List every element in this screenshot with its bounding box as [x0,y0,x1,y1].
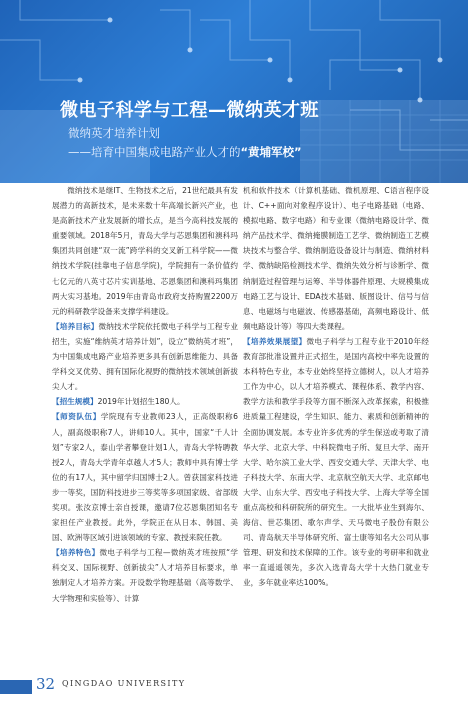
header-banner [0,0,468,183]
goal-paragraph [52,319,238,394]
enroll-tag: 【招生规模】 [52,397,98,407]
page-number: 32 [36,675,56,693]
subtitle-tagline [68,144,302,160]
goal-text: 微纳技术学院依托微电子科学与工程专业招生，实施“维纳英才培养计划”，设立“微纳英才班”，为中国集成电路产业培养更多具有创新思维能力、具备学科交叉优势、拥有国际化视野的微纳技术领域创新拔尖人才。 [52,321,239,392]
enroll-paragraph [52,394,238,409]
curriculum-paragraph: 机和软件技术（计算机基础、微机原理、C语言程序设计、C++面向对象程序设计）、电子电路基础（电路、模拟电路、数字电路）和专业课（微纳电路设计学、微纳产品技术学、微纳掩膜制造工艺学、微纳制造工艺模块技术与整合学、微纳制造设备设计与制造、微纳材料学、微纳缺陷检测技术学、微纳失效分析与诊断学、微纳制造过程管理与运筹、半导体器件原理、大规模集成电路工艺与设计、EDA技术基础、版图设计、信号与信息、电磁场与电磁波、传感器基础，高频电路设计、低频电路设计等）等四大类课程。 [243,186,429,331]
outcome-paragraph [243,334,429,591]
intro-paragraph: 微纳技术是继IT、生物技术之后，21世纪最具有发展潜力的高新技术，是未来数十年高端长新兴产业，也是高新技术产业发展新的增长点，是当今高科技发展的重要领域。2018年5月，青岛大学与芯恩集团和澳科玛集团共同创建“双一流”跨学科的交叉新工科学院——微纳技术学院(挂靠电子信息学院)，学院拥有一条价值约七亿元的八英寸芯片实训基地、芯恩集团和澳科玛集团两大实习基地。2019年由青岛市政府支持购置2200万元的科研教学设备来支撑学科建设。 [52,186,238,316]
feature-paragraph [52,545,238,605]
subtitle-tagline-emphasis: “黄埔军校” [240,145,302,159]
university-name: QINGDAO UNIVERSITY [62,679,186,688]
page-title: 微电子科学与工程—微纳英才班 [60,100,319,121]
subtitle-plan: 微纳英才培养计划 [68,126,160,140]
enroll-text: 2019年计划招生180人。 [97,397,185,407]
page-footer [0,672,468,709]
left-column [52,183,238,606]
outcome-tag: 【培养效果展望】 [243,336,307,346]
right-column [243,183,429,591]
feature-text: 微电子科学与工程—微纳英才班按照“学科交叉、国际视野、创新拔尖”人才培养目标要求，单独制定人才培养方案。开设数学物理基础（高等数学、大学物理和实验等）、计算 [52,548,239,603]
goal-tag: 【培养目标】 [52,321,99,331]
faculty-paragraph [52,409,238,545]
faculty-text: 学院现有专业教师23人，正高级职称6人，副高级职称7人，讲师10人。其中，国家“千人计划”专家2人，泰山学者攀登计划1人，青岛大学特聘教授2人，青岛大学青年卓越人才5人；教师中具有博士学位的有17人，其中留学归国博士2人。曾获国家科技进步一等奖，国防科技进步三等奖等多项国家级、省部级奖项。张汝京博士亲自授课，邀请7位芯恩集团知名专家担任产业教授。此外，学院正在从日本、韩国、美国、欧洲等区域引进该领域的专家、教授来院任教。 [52,412,238,543]
subtitle-tagline-prefix: ——培育中国集成电路产业人才的 [68,145,241,159]
outcome-text: 微电子科学与工程专业于2010年经教育部批准设置并正式招生，是国内高校中率先设置的本科特色专业，本专业始终坚持立德树人，以人才培养工作为中心，以人才培养模式、课程体系、教学内容、教学方法和教学手段等方面不断深入改革探索，积极推进质量工程建设，学生知识、能力、素质和创新精神的全面协调发展。本专业许多优秀的学生保送或考取了清华大学、北京大学、中科院微电子所、复旦大学、南开大学、哈尔滨工业大学、西安交通大学、天津大学、电子科技大学、东南大学、北京航空航天大学、北京邮电大学、山东大学、西安电子科技大学、上海大学等全国重点高校和科研院所的研究生。一大批毕业生到海尔、海信、世芯集团、歌尔声学、天马微电子股份有限公司、青岛航天半导体研究所、富士康等知名大公司从事管理、研发和技术保障的工作。该专业的考研率和就业率一直遥遥领先，多次入选青岛大学十大热门就业专业，多年就业率达100%。 [243,336,430,588]
faculty-tag: 【师资队伍】 [52,412,101,422]
footer-accent-bar [0,680,32,694]
feature-tag: 【培养特色】 [52,548,100,558]
